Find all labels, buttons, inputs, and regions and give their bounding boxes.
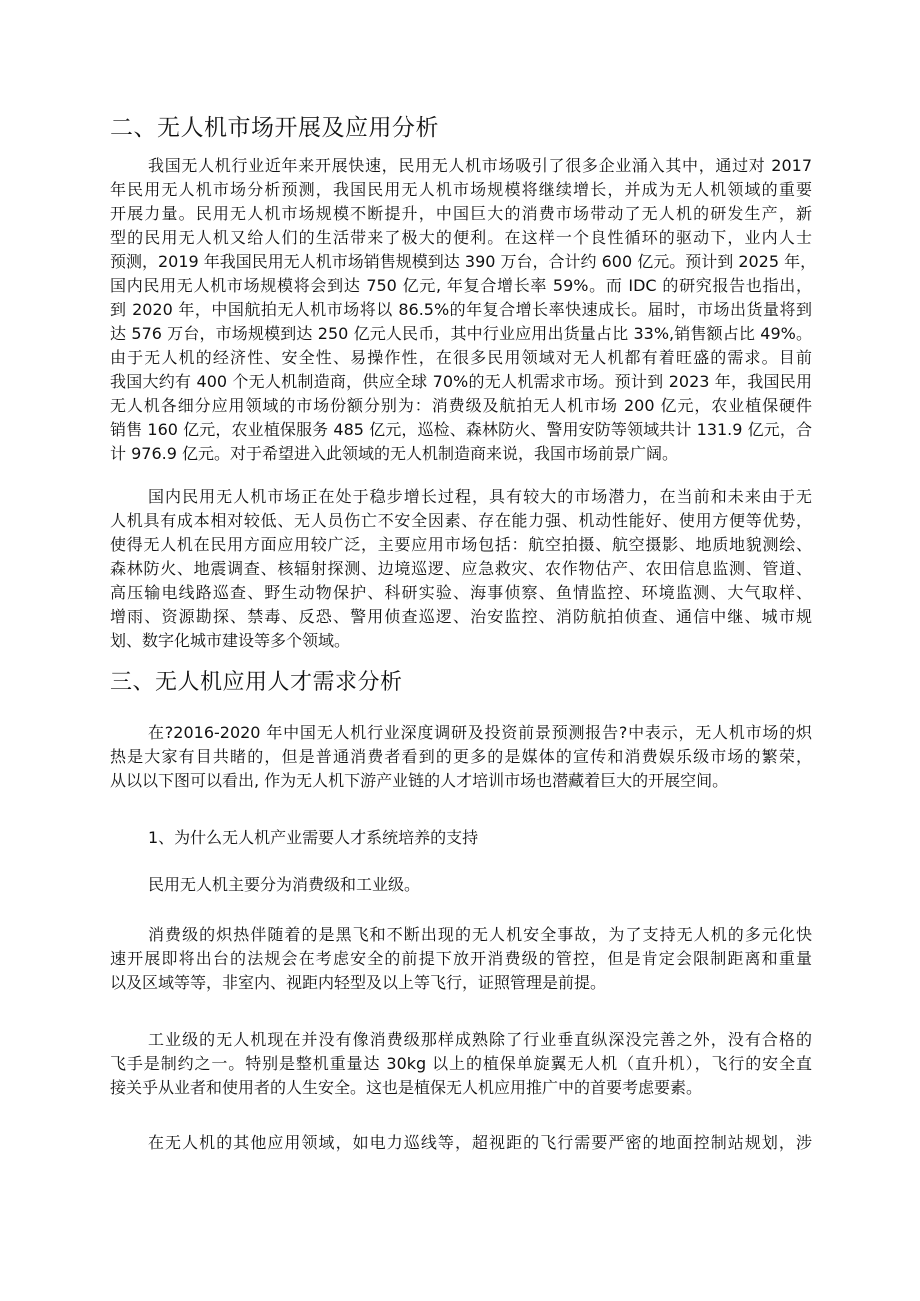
text-line: 在?2016-2020 年中国无人机行业深度调研及投资前景预测报告?中表示，无人机市场的炽 — [148, 723, 812, 742]
text-line: 国内民用无人机市场规模将会到达 750 亿元, 年复合增长率 59%。而 IDC 的研究报告也指出， — [110, 276, 812, 295]
text-line: 划、数字化城市建设等多个领域。 — [110, 631, 351, 650]
text-line: 高压输电线路巡查、野生动物保护、科研实验、海事侦察、鱼情监控、环境监测、大气取样、 — [110, 583, 812, 602]
paragraph-consumer — [110, 923, 812, 995]
paragraph-other-applications — [110, 1131, 812, 1155]
text-line: 由于无人机的经济性、安全性、易操作性，在很多民用领域对无人机都有着旺盛的需求。目前 — [110, 348, 812, 367]
paragraph-applications — [110, 485, 812, 653]
text-line: 无人机各细分应用领域的市场份额分别为：消费级及航拍无人机市场 200 亿元，农业植保硬件 — [110, 396, 812, 415]
paragraph-talent-report — [110, 721, 812, 793]
text-line: 在无人机的其他应用领域，如电力巡线等，超视距的飞行需要严密的地面控制站规划，涉 — [148, 1133, 812, 1152]
text-line: 工业级的无人机现在并没有像消费级那样成熟除了行业垂直纵深没完善之外，没有合格的 — [148, 1030, 812, 1049]
text-line: 增雨、资源勘探、禁毒、反恐、警用侦查巡逻、治安监控、消防航拍侦查、通信中继、城市规 — [110, 607, 812, 626]
text-line: 接关乎从业者和使用者的人生安全。这也是植保无人机应用推广中的首要考虑要素。 — [110, 1078, 703, 1097]
text-line: 计 976.9 亿元。对于希望进入此领域的无人机制造商来说，我国市场前景广阔。 — [110, 444, 678, 463]
section-heading-talent: 三、无人机应用人才需求分析 — [110, 670, 403, 695]
text-line: 开展力量。民用无人机市场规模不断提升，中国巨大的消费市场带动了无人机的研发生产，新 — [110, 204, 812, 223]
text-line: 我国大约有 400 个无人机制造商，供应全球 70%的无人机需求市场。预计到 2023 年，我国民用 — [110, 372, 812, 391]
text-line: 以及区域等等，非室内、视距内轻型及以上等飞行，证照管理是前提。 — [110, 973, 607, 992]
text-line: 到 2020 年，中国航拍无人机市场将以 86.5%的年复合增长率快速成长。届时，市场出货量将到 — [110, 300, 812, 319]
subheading-why-training: 1、为什么无人机产业需要人才系统培养的支持 — [148, 828, 479, 847]
paragraph-market-overview — [110, 154, 817, 466]
text-line: 消费级的炽热伴随着的是黑飞和不断出现的无人机安全事故，为了支持无人机的多元化快 — [148, 925, 812, 944]
text-line: 预测，2019 年我国民用无人机市场销售规模到达 390 万台，合计约 600 亿元。预计到 2025 年， — [110, 252, 817, 271]
text-line: 森林防火、地震调查、核辐射探测、边境巡逻、应急救灾、农作物估产、农田信息监测、管道、 — [110, 559, 812, 578]
text-line: 国内民用无人机市场正在处于稳步增长过程，具有较大的市场潜力，在当前和未来由于无 — [148, 487, 812, 506]
text-line: 使得无人机在民用方面应用较广泛，主要应用市场包括：航空拍摄、航空摄影、地质地貌测绘、 — [110, 535, 812, 554]
text-line: 销售 160 亿元，农业植保服务 485 亿元，巡检、森林防火、警用安防等领域共计 131.9 亿元，合 — [110, 420, 812, 439]
text-line: 飞手是制约之一。特别是整机重量达 30kg 以上的植保单旋翼无人机（直升机），飞行的安全直 — [110, 1054, 812, 1073]
text-line: 从以以下图可以看出, 作为无人机下游产业链的人才培训市场也潜藏着巨大的开展空间。 — [110, 771, 729, 790]
text-line: 达 576 万台，市场规模到达 250 亿元人民币，其中行业应用出货量占比 33%,销售额占比 49%。 — [110, 324, 812, 343]
text-line: 型的民用无人机又给人们的生活带来了极大的便利。在这样一个良性循环的驱动下，业内人士 — [110, 228, 812, 247]
paragraph-categories: 民用无人机主要分为消费级和工业级。 — [148, 875, 421, 894]
text-line: 我国无人机行业近年来开展快速，民用无人机市场吸引了很多企业涌入其中，通过对 2017 — [148, 156, 812, 175]
paragraph-industrial — [110, 1028, 812, 1100]
text-line: 人机具有成本相对较低、无人员伤亡不安全因素、存在能力强、机动性能好、使用方便等优势， — [110, 511, 812, 530]
text-line: 热是大家有目共睹的，但是普通消费者看到的更多的是媒体的宣传和消费娱乐级市场的繁荣， — [110, 747, 812, 766]
section-heading-market: 二、无人机市场开展及应用分析 — [110, 115, 439, 141]
text-line: 年民用无人机市场分析预测，我国民用无人机市场规模将继续增长，并成为无人机领域的重要 — [110, 180, 812, 199]
text-line: 速开展即将出台的法规会在考虑安全的前提下放开消费级的管控，但是肯定会限制距离和重量 — [110, 949, 812, 968]
